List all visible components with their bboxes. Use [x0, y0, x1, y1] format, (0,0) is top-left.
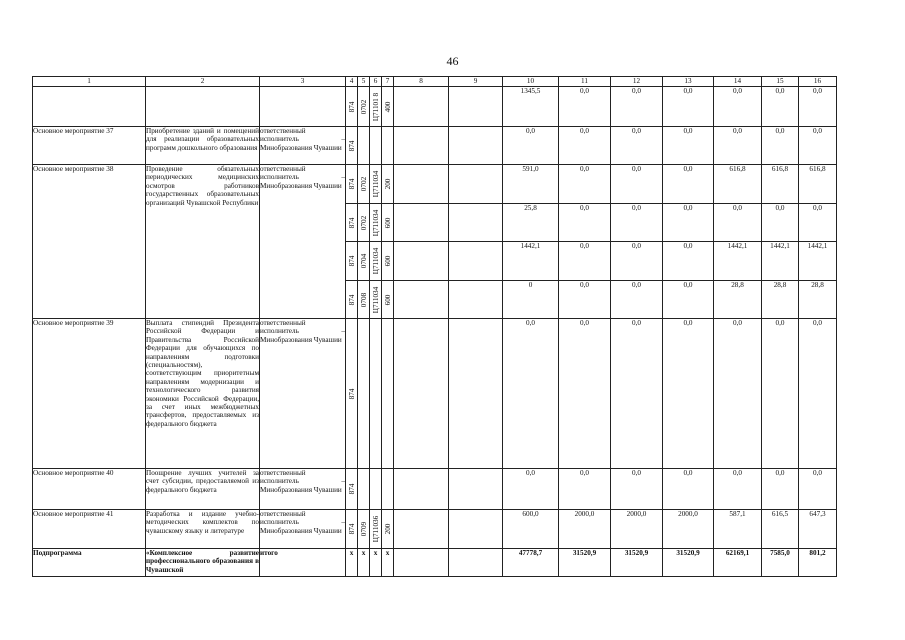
code-text: 200: [383, 523, 392, 535]
cell-empty: [394, 87, 449, 127]
code-cell: [358, 87, 370, 127]
value-cell: 616,8: [799, 165, 837, 204]
cell-empty: [33, 87, 146, 127]
value-cell: 28,8: [714, 281, 762, 319]
measure-label: Основное мероприятие 40: [33, 469, 146, 510]
code-text: 874: [347, 483, 356, 495]
code-text: 600: [383, 217, 392, 228]
value-cell: 31520,9: [663, 549, 714, 577]
value-cell: 2000,0: [611, 510, 663, 549]
code-x: x: [382, 549, 394, 577]
value-cell: 647,3: [799, 510, 837, 549]
value-cell: 0,0: [559, 281, 611, 319]
cell-empty: [358, 319, 370, 469]
value-cell: 0,0: [611, 87, 663, 127]
cell-empty: [394, 319, 449, 469]
table-row: [33, 319, 837, 469]
value-cell: 0,0: [663, 127, 714, 165]
measure-title: Приобретение зданий и помещений для реализации образовательных программ дошкольного образования: [146, 127, 260, 165]
value-cell: 0,0: [559, 469, 611, 510]
code-x: x: [358, 549, 370, 577]
code-text: 874: [347, 388, 356, 399]
header-cell: 13: [663, 77, 714, 87]
header-cell: 12: [611, 77, 663, 87]
value-cell: 616,8: [714, 165, 762, 204]
code-text: 0704: [359, 253, 368, 269]
code-text: 200: [383, 178, 392, 190]
measure-label: Основное мероприятие 37: [33, 127, 146, 165]
header-cell: 3: [260, 77, 346, 87]
value-cell: 587,1: [714, 510, 762, 549]
code-text: 600: [383, 294, 392, 305]
value-cell: 1442,1: [503, 242, 559, 281]
value-cell: 2000,0: [559, 510, 611, 549]
code-text: 0702: [359, 99, 368, 114]
code-cell: [346, 204, 358, 242]
cell-empty: [382, 319, 394, 469]
code-cell: [382, 242, 394, 281]
value-cell: 0,0: [503, 319, 559, 469]
value-cell: 0,0: [762, 87, 799, 127]
value-cell: 0,0: [799, 319, 837, 469]
value-cell: 0,0: [559, 242, 611, 281]
value-cell: 0,0: [663, 242, 714, 281]
cell-empty: [394, 204, 449, 242]
code-cell: [346, 87, 358, 127]
code-text: 874: [347, 140, 356, 151]
cell-empty: [358, 127, 370, 165]
code-cell: [358, 510, 370, 549]
value-cell: 0,0: [663, 281, 714, 319]
code-text: Ц711034: [371, 247, 380, 275]
code-text: Ц71101 8: [371, 92, 380, 121]
value-cell: 0,0: [714, 87, 762, 127]
code-text: 874: [347, 294, 356, 305]
header-cell: 8: [394, 77, 449, 87]
cell-empty: [449, 549, 503, 577]
cell-empty: [449, 469, 503, 510]
code-text: 874: [347, 217, 356, 228]
value-cell: 0,0: [503, 127, 559, 165]
code-x: x: [370, 549, 382, 577]
code-text: 0708: [359, 292, 368, 307]
code-cell: [358, 204, 370, 242]
value-cell: 0,0: [611, 242, 663, 281]
code-text: 0709: [359, 521, 368, 537]
value-cell: 0,0: [762, 127, 799, 165]
value-cell: 0,0: [799, 204, 837, 242]
code-cell: [346, 127, 358, 165]
code-text: 400: [383, 101, 392, 112]
table-row: [33, 87, 837, 127]
cell-empty: [370, 127, 382, 165]
cell-empty: [394, 165, 449, 204]
responsible-executor: ответственный исполнитель – Минобразования Чувашии: [260, 469, 346, 510]
code-text: 874: [347, 255, 356, 267]
code-cell: [370, 165, 382, 204]
cell-empty: [449, 127, 503, 165]
value-cell: 0,0: [611, 204, 663, 242]
cell-empty: [146, 87, 260, 127]
code-text: Ц711034: [371, 170, 380, 198]
measure-title: Выплата стипендий Президента Российской Федерации и Правительства Российской Федерации для обучающихся по направлениям подготовки (специальностям), соответствующим приоритетным направлениям модернизации и технологического развития экономики Российской Федерации, за счет иных межбюджетных трансфертов, предоставляемых из федерального бюджета: [146, 319, 260, 469]
measure-label: Основное мероприятие 41: [33, 510, 146, 549]
code-cell: [382, 165, 394, 204]
code-cell: [358, 165, 370, 204]
cell-empty: [260, 87, 346, 127]
value-cell: 1442,1: [799, 242, 837, 281]
code-cell: [370, 242, 382, 281]
code-cell: [370, 281, 382, 319]
cell-empty: [449, 165, 503, 204]
table-row: [33, 510, 837, 549]
header-cell: 10: [503, 77, 559, 87]
code-cell: [370, 204, 382, 242]
header-cell: 7: [382, 77, 394, 87]
subprogram-title: «Комплексное развитие профессионального образования в Чувашской: [146, 549, 260, 577]
value-cell: 0,0: [559, 319, 611, 469]
header-cell: 15: [762, 77, 799, 87]
header-cell: 2: [146, 77, 260, 87]
responsible-executor: ответственный исполнитель – Минобразования Чувашии: [260, 127, 346, 165]
cell-empty: [449, 242, 503, 281]
value-cell: 0,0: [611, 469, 663, 510]
value-cell: 0,0: [663, 204, 714, 242]
cell-empty: [358, 469, 370, 510]
header-cell: 6: [370, 77, 382, 87]
code-cell: [346, 281, 358, 319]
code-text: 874: [347, 101, 356, 112]
value-cell: 0,0: [611, 127, 663, 165]
measure-title: Проведение обязательных периодических медицинских осмотров работников государственных образовательных организаций Чувашской Республики: [146, 165, 260, 319]
table-row: [33, 165, 837, 204]
value-cell: 0,0: [714, 469, 762, 510]
header-cell: 16: [799, 77, 837, 87]
value-cell: 2000,0: [663, 510, 714, 549]
value-cell: 0,0: [663, 165, 714, 204]
value-cell: 0,0: [714, 319, 762, 469]
cell-empty: [449, 87, 503, 127]
value-cell: 0,0: [611, 281, 663, 319]
code-cell: [382, 204, 394, 242]
cell-empty: [394, 281, 449, 319]
measure-label: Основное мероприятие 38: [33, 165, 146, 319]
code-cell: [370, 510, 382, 549]
value-cell: 0,0: [503, 469, 559, 510]
code-text: 874: [347, 178, 356, 190]
code-cell: [346, 165, 358, 204]
value-cell: 0,0: [663, 87, 714, 127]
header-row: [33, 77, 837, 87]
value-cell: 0,0: [663, 319, 714, 469]
cell-empty: [394, 242, 449, 281]
value-cell: 0,0: [611, 319, 663, 469]
code-text: 600: [383, 255, 392, 267]
header-cell: 9: [449, 77, 503, 87]
value-cell: 31520,9: [559, 549, 611, 577]
value-cell: 0,0: [799, 469, 837, 510]
value-cell: 1442,1: [714, 242, 762, 281]
header-cell: 4: [346, 77, 358, 87]
cell-empty: [449, 204, 503, 242]
header-cell: 11: [559, 77, 611, 87]
value-cell: 25,8: [503, 204, 559, 242]
code-cell: [346, 469, 358, 510]
value-cell: 47778,7: [503, 549, 559, 577]
value-cell: 801,2: [799, 549, 837, 577]
value-cell: 616,8: [762, 165, 799, 204]
code-cell: [346, 319, 358, 469]
subprogram-label: Подпрограмма: [33, 549, 146, 577]
table-row-total: [33, 549, 837, 577]
cell-empty: [382, 469, 394, 510]
code-cell: [382, 281, 394, 319]
value-cell: 591,0: [503, 165, 559, 204]
value-cell: 0,0: [714, 204, 762, 242]
code-text: 0702: [359, 176, 368, 192]
budget-table: [32, 76, 837, 577]
measure-title: Разработка и издание учебно-методических комплектов по чувашскому языку и литературе: [146, 510, 260, 549]
value-cell: 0,0: [714, 127, 762, 165]
cell-empty: [370, 469, 382, 510]
measure-label: Основное мероприятие 39: [33, 319, 146, 469]
value-cell: 0,0: [559, 165, 611, 204]
value-cell: 62169,1: [714, 549, 762, 577]
value-cell: 1442,1: [762, 242, 799, 281]
responsible-executor: ответственный исполнитель – Минобразования Чувашии: [260, 510, 346, 549]
value-cell: 616,5: [762, 510, 799, 549]
value-cell: 1345,5: [503, 87, 559, 127]
value-cell: 0: [503, 281, 559, 319]
responsible-executor: ответственный исполнитель – Минобразования Чувашии: [260, 319, 346, 469]
total-label: итого: [260, 549, 346, 577]
cell-empty: [394, 510, 449, 549]
code-text: 0702: [359, 215, 368, 230]
code-text: 874: [347, 523, 356, 535]
header-cell: 14: [714, 77, 762, 87]
code-cell: [358, 281, 370, 319]
value-cell: 0,0: [611, 165, 663, 204]
cell-empty: [382, 127, 394, 165]
cell-empty: [370, 319, 382, 469]
cell-empty: [449, 319, 503, 469]
value-cell: 0,0: [663, 469, 714, 510]
code-cell: [382, 510, 394, 549]
value-cell: 0,0: [559, 127, 611, 165]
value-cell: 0,0: [559, 204, 611, 242]
page-number: 46: [446, 54, 459, 68]
value-cell: 0,0: [762, 469, 799, 510]
code-cell: [370, 87, 382, 127]
code-cell: [346, 510, 358, 549]
code-text: Ц711034: [371, 209, 380, 236]
value-cell: 0,0: [799, 127, 837, 165]
value-cell: 0,0: [559, 87, 611, 127]
responsible-executor: ответственный исполнитель – Минобразования Чувашии: [260, 165, 346, 319]
table-row: [33, 127, 837, 165]
table-row: [33, 469, 837, 510]
code-cell: [346, 242, 358, 281]
value-cell: 28,8: [799, 281, 837, 319]
value-cell: 7585,0: [762, 549, 799, 577]
value-cell: 600,0: [503, 510, 559, 549]
value-cell: 0,0: [799, 87, 837, 127]
code-cell: [382, 87, 394, 127]
code-x: x: [346, 549, 358, 577]
value-cell: 0,0: [762, 204, 799, 242]
value-cell: 31520,9: [611, 549, 663, 577]
value-cell: 0,0: [762, 319, 799, 469]
cell-empty: [394, 127, 449, 165]
code-text: Ц711034: [371, 286, 380, 313]
code-text: Ц711036: [371, 515, 380, 543]
cell-empty: [394, 469, 449, 510]
code-cell: [358, 242, 370, 281]
header-cell: 5: [358, 77, 370, 87]
header-cell: 1: [33, 77, 146, 87]
cell-empty: [449, 510, 503, 549]
cell-empty: [449, 281, 503, 319]
measure-title: Поощрение лучших учителей за счет субсидии, предоставляемой из федерального бюджета: [146, 469, 260, 510]
value-cell: 28,8: [762, 281, 799, 319]
cell-empty: [394, 549, 449, 577]
